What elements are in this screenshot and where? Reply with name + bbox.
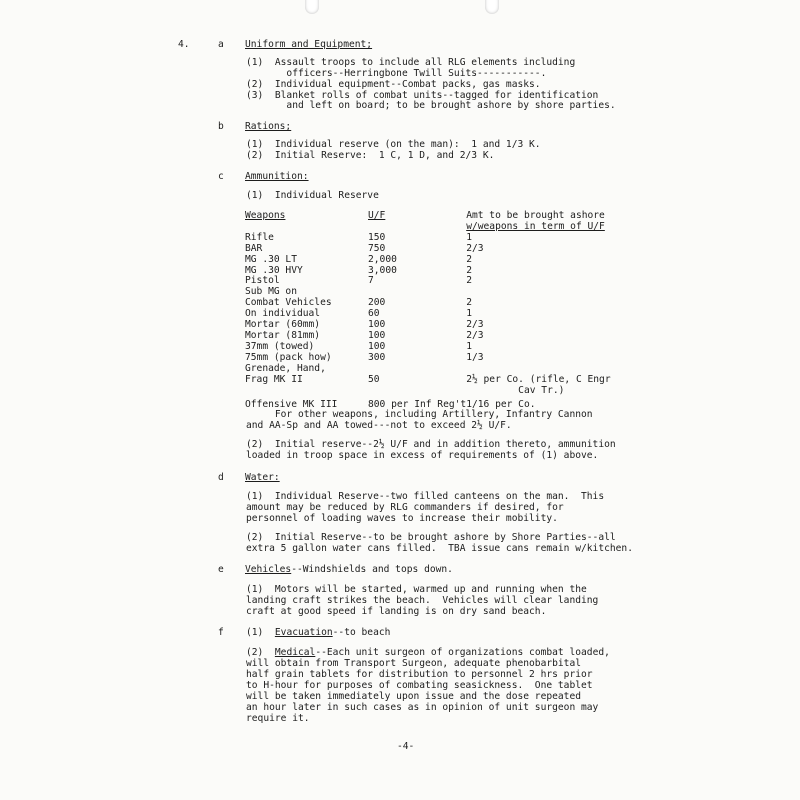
water-line: amount may be reduced by RLG commanders if desired, for <box>246 502 564 513</box>
uniform-line: and left on board; to be brought ashore by shore parties. <box>246 100 616 111</box>
item-number: (2) <box>246 647 275 658</box>
amount-cell <box>466 364 616 375</box>
amount-cell: 2 <box>466 264 472 276</box>
table-row <box>245 233 616 244</box>
individual-reserve-heading: (1) Individual Reserve <box>246 190 379 201</box>
uf-cell: 3,000 <box>368 264 397 276</box>
medical-line <box>246 647 610 658</box>
uf-cell <box>368 364 466 375</box>
subsection-letter-f: f <box>218 627 224 638</box>
medical-para-line: will obtain from Transport Surgeon, adequate phenobarbital <box>246 658 582 669</box>
amount-cell: 1/3 <box>466 351 484 363</box>
page-number: -4- <box>397 741 415 752</box>
vehicles-para-line: craft at good speed if landing is on dry sand beach. <box>246 606 547 617</box>
heading-water: Water: <box>245 472 280 483</box>
subsection-letter-a: a <box>218 39 224 50</box>
water-line: (2) Initial Reserve--to be brought ashore by Shore Parties--all <box>246 532 616 543</box>
table-row <box>245 276 616 287</box>
rations-line: (1) Individual reserve (on the man): 1 and 1/3 K. <box>246 139 541 150</box>
weapon-cell: 75mm (pack how) <box>245 351 332 363</box>
amount-cell: Cav Tr.) <box>466 384 565 396</box>
other-weapons-line: and AA-Sp and AA towed---not to exceed 2½ U/F. <box>246 420 512 431</box>
amount-cell: 2/3 <box>466 329 484 341</box>
punch-hole <box>305 0 319 14</box>
table-row <box>245 364 616 375</box>
heading-vehicles: Vehicles <box>245 564 292 575</box>
item-number: (1) <box>246 627 275 638</box>
ammunition-table <box>245 211 616 411</box>
uf-cell: 2,000 <box>368 253 397 265</box>
weapon-cell: Frag MK II <box>245 373 303 385</box>
uniform-line: (2) Individual equipment--Combat packs, gas masks. <box>246 79 541 90</box>
heading-evacuation: Evacuation <box>274 627 333 638</box>
amount-cell: 1/16 per Co. <box>466 399 536 411</box>
medical-para-line: an hour later in such cases as in opinion of unit surgeon may <box>246 702 599 713</box>
water-line: personnel of loading waves to increase their mobility. <box>246 513 558 524</box>
heading-rations: Rations; <box>245 121 292 132</box>
water-line: extra 5 gallon water cans filled. TBA issue cans remain w/kitchen. <box>246 543 633 554</box>
uf-cell: 800 per Inf Reg't <box>368 399 467 411</box>
medical-para-line: will be taken immediately upon issue and the dose repeated <box>246 691 582 702</box>
weapon-cell: BAR <box>245 242 263 254</box>
weapon-cell: MG .30 HVY <box>245 264 303 276</box>
amount-cell: 1 <box>466 308 472 320</box>
weapon-cell: Combat Vehicles <box>245 297 332 309</box>
uf-cell: 750 <box>368 242 386 254</box>
weapon-cell: Mortar (60mm) <box>245 319 321 331</box>
amount-cell: 2 <box>466 253 472 265</box>
col-amount: Amt to be brought ashore <box>466 210 605 221</box>
weapon-cell: Rifle <box>245 231 274 243</box>
amount-cell: 2½ per Co. (rifle, C Engr <box>466 373 611 385</box>
evacuation-line <box>246 627 390 638</box>
amount-cell: 1 <box>466 231 472 243</box>
uniform-line: (3) Blanket rolls of combat units--tagged for identification <box>246 90 599 101</box>
uf-cell: 100 <box>368 329 386 341</box>
heading-ammunition: Ammunition: <box>245 171 309 182</box>
section-number: 4. <box>178 39 190 50</box>
subsection-letter-b: b <box>218 121 224 132</box>
amount-cell: 2/3 <box>466 242 484 254</box>
amount-cell: 2/3 <box>466 319 484 331</box>
weapon-cell: 37mm (towed) <box>245 340 315 352</box>
table-row <box>245 386 616 397</box>
table-row <box>245 255 616 266</box>
other-weapons-line: For other weapons, including Artillery, Infantry Cannon <box>246 409 593 420</box>
uniform-line: (1) Assault troops to include all RLG elements including <box>246 57 576 68</box>
uf-cell <box>368 386 466 397</box>
weapon-cell: Grenade, Hand, <box>245 362 326 374</box>
weapon-cell: Offensive MK III <box>245 399 338 411</box>
uf-cell: 200 <box>368 297 386 309</box>
subsection-letter-d: d <box>218 472 224 483</box>
weapon-cell: MG .30 LT <box>245 253 297 265</box>
uf-cell: 150 <box>368 231 386 243</box>
amount-cell: 2 <box>466 297 472 309</box>
heading-uniform: Uniform and Equipment; <box>245 39 373 50</box>
punch-hole <box>485 0 499 14</box>
weapon-cell: Mortar (81mm) <box>245 329 321 341</box>
uf-cell: 100 <box>368 319 386 331</box>
uf-cell: 7 <box>368 275 374 287</box>
heading-medical: Medical <box>274 647 316 658</box>
medical-para-line: to H-hour for purposes of combating seasickness. One tablet <box>246 680 593 691</box>
medical-para-line: half grain tablets for distribution to personnel 2 hrs prior <box>246 669 593 680</box>
weapon-cell: On individual <box>245 308 321 320</box>
medical-rest: --Each unit surgeon of organizations combat loaded, <box>315 647 610 658</box>
col-amount-cont: w/weapons in term of U/F <box>466 220 605 232</box>
vehicles-line <box>245 564 453 575</box>
initial-reserve-line: loaded in troop space in excess of requirements of (1) above. <box>246 450 599 461</box>
rations-line: (2) Initial Reserve: 1 C, 1 D, and 2/3 K. <box>246 150 495 161</box>
uniform-line: officers--Herringbone Twill Suits-----------. <box>246 68 547 79</box>
vehicles-para-line: landing craft strikes the beach. Vehicles will clear landing <box>246 595 599 606</box>
weapon-cell: Pistol <box>245 275 280 287</box>
medical-para-line: require it. <box>246 713 310 724</box>
uf-cell: 50 <box>368 373 380 385</box>
table-row <box>245 244 616 255</box>
evacuation-rest: --to beach <box>332 627 391 638</box>
vehicles-para-line: (1) Motors will be started, warmed up and running when the <box>246 584 587 595</box>
initial-reserve-line: (2) Initial reserve--2½ U/F and in addition thereto, ammunition <box>246 439 616 450</box>
table-row <box>245 266 616 277</box>
table-row <box>245 375 616 386</box>
amount-cell: 1 <box>466 340 472 352</box>
weapon-cell: Sub MG on <box>245 286 297 298</box>
amount-cell <box>466 287 616 298</box>
col-uf: U/F <box>368 210 386 221</box>
weapon-cell <box>245 386 368 397</box>
uf-cell: 300 <box>368 351 386 363</box>
water-line: (1) Individual Reserve--two filled canteens on the man. This <box>246 491 605 502</box>
subsection-letter-e: e <box>218 564 224 575</box>
uf-cell: 100 <box>368 340 386 352</box>
amount-cell: 2 <box>466 275 472 287</box>
col-weapons: Weapons <box>245 210 286 221</box>
vehicles-rest: --Windshields and tops down. <box>291 564 453 575</box>
subsection-letter-c: c <box>218 171 224 182</box>
table-header-row <box>245 222 616 233</box>
uf-cell: 60 <box>368 308 380 320</box>
